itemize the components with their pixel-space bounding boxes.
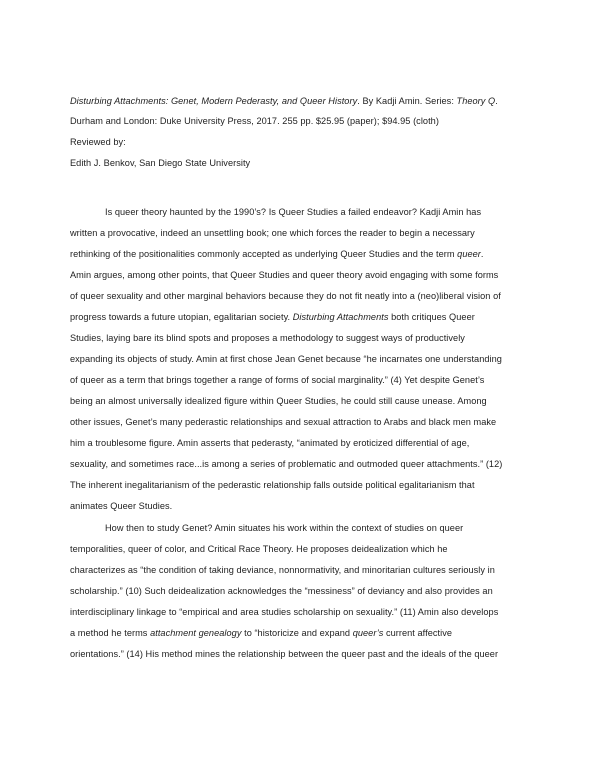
text-line: scholarship.” (10) Such deidealization acknowledges the “messiness” of deviancy and also provides an	[70, 586, 493, 596]
text-line: being an almost universally idealized figure within Queer Studies, he could still cause unease. Among	[70, 396, 487, 406]
text-line: a method he terms attachment genealogy to “historicize and expand queer’s current affective	[70, 628, 453, 638]
text-line: written a provocative, indeed an unsettling book; one which forces the reader to begin a necessary	[70, 228, 475, 238]
series-title: Theory Q	[456, 96, 496, 106]
text-line: him a troublesome figure. Amin asserts that pederasty, “animated by eroticized differential of age,	[70, 438, 470, 448]
text-line: Amin argues, among other points, that Queer Studies and queer theory avoid engaging with some forms	[70, 270, 499, 280]
reviewer-name: Edith J. Benkov, San Diego State University	[70, 158, 251, 168]
text-line: of queer sexuality and other marginal behaviors because they do not fit neatly into a (neo)liberal vision of	[70, 291, 501, 301]
text-line: sexuality, and sometimes race...is among a series of problematic and outmoded queer attachments.” (12)	[70, 459, 503, 469]
citation-line-1: Disturbing Attachments: Genet, Modern Pederasty, and Queer History. By Kadji Amin. Series: Theory Q.	[70, 96, 498, 106]
text-line: rethinking of the positionalities commonly accepted as underlying Queer Studies and the term queer.	[70, 249, 484, 259]
text-line: progress towards a future utopian, egalitarian society. Disturbing Attachments both critiques Queer	[70, 312, 475, 322]
text-line: of queer as a term that brings together a range of forms of social marginality.” (4) Yet despite Genet’s	[70, 375, 485, 385]
book-title: Disturbing Attachments: Genet, Modern Pederasty, and Queer History	[70, 96, 358, 106]
text-line: interdisciplinary linkage to “empirical and area studies scholarship on sexuality.” (11) Amin also develops	[70, 607, 499, 617]
text-line: animates Queer Studies.	[70, 501, 173, 511]
text-line: other issues, Genet’s many pederastic relationships and sexual attraction to Arabs and black men make	[70, 417, 497, 427]
text-line: Is queer theory haunted by the 1990’s? Is Queer Studies a failed endeavor? Kadji Amin has	[105, 207, 482, 217]
citation-line-2: Durham and London: Duke University Press, 2017. 255 pp. $25.95 (paper); $94.95 (cloth)	[70, 116, 439, 126]
text-line: How then to study Genet? Amin situates his work within the context of studies on queer	[105, 523, 464, 533]
text-line: expanding its objects of study. Amin at first chose Jean Genet because “he incarnates one understanding	[70, 354, 502, 364]
text-line: temporalities, queer of color, and Critical Race Theory. He proposes deidealization which he	[70, 544, 448, 554]
text-line: The inherent inegalitarianism of the pederastic relationship falls outside political egalitarianism that	[70, 480, 475, 490]
text-line: orientations.” (14) His method mines the relationship between the queer past and the ideals of the queer	[70, 649, 499, 659]
reviewed-by-label: Reviewed by:	[70, 137, 126, 147]
text-line: characterizes as “the condition of taking deviance, nonnormativity, and minoritarian cultures seriously in	[70, 565, 495, 575]
text-line: Studies, laying bare its blind spots and proposes a methodology to suggest ways of productively	[70, 333, 465, 343]
